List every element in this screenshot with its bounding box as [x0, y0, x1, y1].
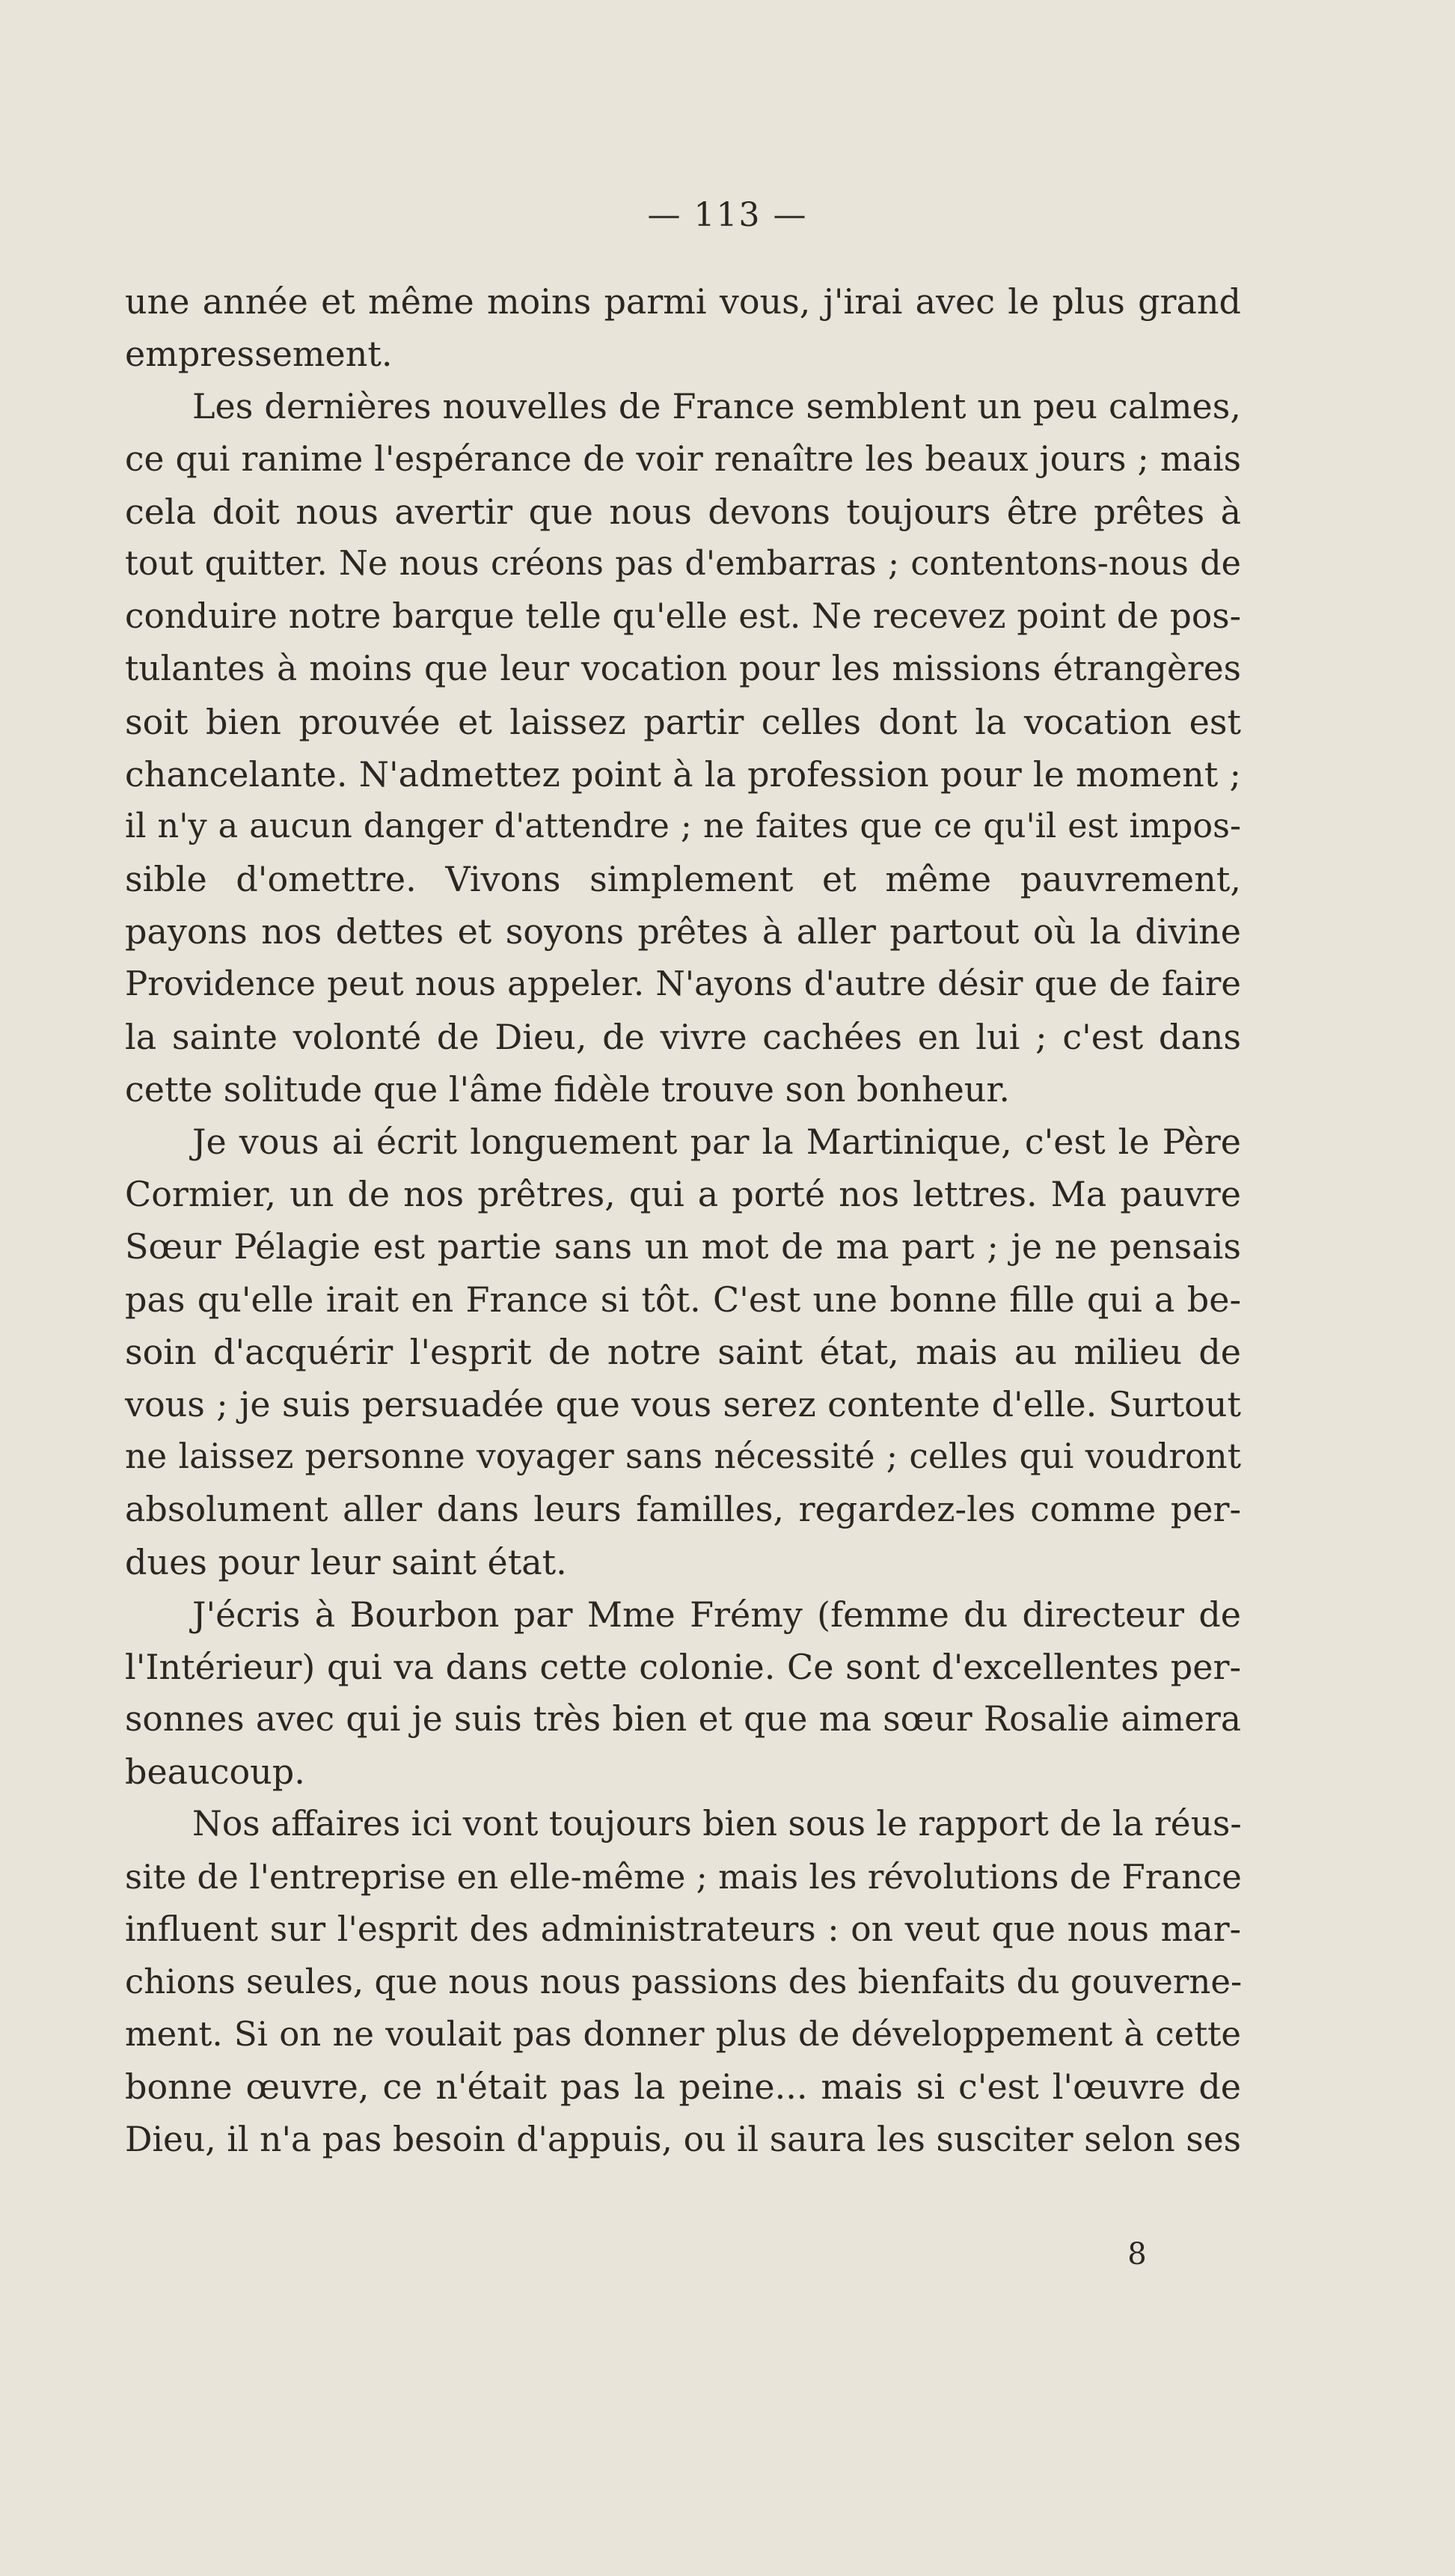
text-line: empressement.: [125, 334, 393, 375]
text-line: Les dernières nouvelles de France semblent un peu calmes,: [192, 386, 1241, 427]
text-line: cela doit nous avertir que nous devons toujours être prêtes à: [125, 491, 1241, 532]
signature-mark: 8: [1127, 2237, 1147, 2271]
text-line: ne laissez personne voyager sans nécessité ; celles qui voudront: [125, 1437, 1241, 1477]
text-line: Dieu, il n'a pas besoin d'appuis, ou il saura les susciter selon ses: [125, 2119, 1241, 2159]
text-line: sible d'omettre. Vivons simplement et même pauvrement,: [125, 859, 1241, 900]
text-line: dues pour leur saint état.: [125, 1541, 567, 1582]
text-line: une année et même moins parmi vous, j'irai avec le plus grand: [125, 281, 1241, 322]
text-line: la sainte volonté de Dieu, de vivre cachées en lui ; c'est dans: [125, 1016, 1241, 1057]
body-text: [125, 275, 1241, 2166]
text-line: conduire notre barque telle qu'elle est. Ne recevez point de pos-: [125, 596, 1241, 637]
text-line: ment. Si on ne voulait pas donner plus de développement à cette: [125, 2014, 1241, 2055]
text-line: l'Intérieur) qui va dans cette colonie. Ce sont d'excellentes per-: [125, 1646, 1241, 1687]
text-line: tulantes à moins que leur vocation pour les missions étrangères: [125, 649, 1241, 689]
text-line: chions seules, que nous nous passions des bienfaits du gouverne-: [125, 1962, 1243, 2001]
text-line: chancelante. N'admettez point à la profession pour le moment ;: [125, 753, 1241, 795]
text-line: pas qu'elle irait en France si tôt. C'est une bonne fille qui a be-: [125, 1279, 1241, 1320]
text-line: sonnes avec qui je suis très bien et que ma sœur Rosalie aimera: [125, 1699, 1241, 1740]
text-line: influent sur l'esprit des administrateurs : on veut que nous mar-: [125, 1909, 1241, 1949]
text-line: soin d'acquérir l'esprit de notre saint état, mais au milieu de: [125, 1331, 1241, 1372]
text-line: J'écris à Bourbon par Mme Frémy (femme du directeur de: [192, 1594, 1241, 1635]
text-line: absolument aller dans leurs familles, regardez-les comme per-: [125, 1489, 1241, 1530]
text-line: ce qui ranime l'espérance de voir renaître les beaux jours ; mais: [125, 438, 1241, 479]
text-line: Je vous ai écrit longuement par la Martinique, c'est le Père: [192, 1122, 1241, 1162]
text-line: tout quitter. Ne nous créons pas d'embarras ; contentons-nous de: [125, 544, 1241, 583]
text-line: il n'y a aucun danger d'attendre ; ne faites que ce qu'il est impos-: [125, 807, 1241, 845]
text-line: soit bien prouvée et laissez partir celles dont la vocation est: [125, 701, 1241, 742]
text-line: Nos affaires ici vont toujours bien sous le rapport de la réus-: [192, 1804, 1242, 1844]
text-line: beaucoup.: [125, 1752, 305, 1793]
text-line: payons nos dettes et soyons prêtes à aller partout où la divine: [125, 911, 1241, 952]
text-line: Providence peut nous appeler. N'ayons d'autre désir que de faire: [125, 964, 1241, 1004]
text-line: Sœur Pélagie est partie sans un mot de ma part ; je ne pensais: [125, 1226, 1241, 1267]
text-line: Cormier, un de nos prêtres, qui a porté nos lettres. Ma pauvre: [125, 1174, 1241, 1215]
text-line: vous ; je suis persuadée que vous serez contente d'elle. Surtout: [125, 1383, 1241, 1425]
text-line: cette solitude que l'âme fidèle trouve son bonheur.: [125, 1068, 1010, 1110]
text-line: site de l'entreprise en elle-même ; mais les révolutions de France: [125, 1856, 1242, 1897]
page-number: — 113 —: [647, 196, 808, 234]
text-line: bonne œuvre, ce n'était pas la peine... mais si c'est l'œuvre de: [125, 2066, 1241, 2108]
